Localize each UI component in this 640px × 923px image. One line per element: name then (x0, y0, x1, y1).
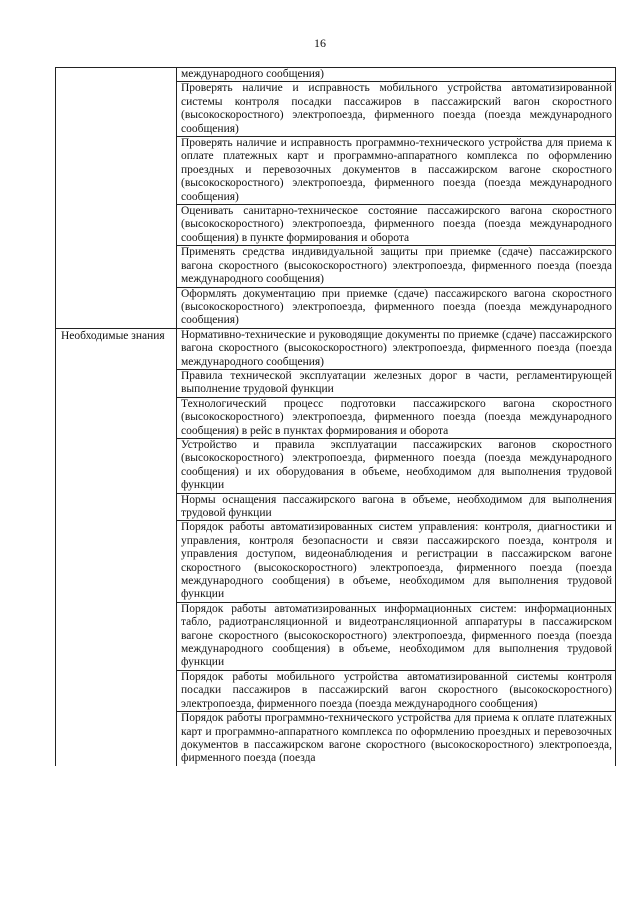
table-row (56, 328, 616, 369)
row-text: Проверять наличие и исправность мобильного устройства автоматизированной системы контроля посадки пассажиров в пассажирский вагон скоростного (высокоскоростного) электропоезда, фирменного поезда (поезда международного сообщения) (177, 82, 616, 137)
row-text: Технологический процесс подготовки пассажирского вагона скоростного (высокоскоростного) электропоезда, фирменного поезда (поезда международного сообщения) в рейс в пунктах формирования и оборота (177, 397, 616, 438)
row-text: Нормативно-технические и руководящие документы по приемке (сдаче) пассажирского вагона скоростного (высокоскоростного) электропоезда, фирменного поезда (поезда международного сообщения) (177, 328, 616, 369)
row-text: Оформлять документацию при приемке (сдаче) пассажирского вагона скоростного (высокоскоростного) электропоезда, фирменного поезда (поезда международного сообщения) (177, 287, 616, 328)
requirements-table (55, 67, 616, 766)
row-text: Правила технической эксплуатации железных дорог в части, регламентирующей выполнение трудовой функции (177, 369, 616, 397)
row-text: международного сообщения) (177, 68, 616, 82)
row-text: Порядок работы мобильного устройства автоматизированной системы контроля посадки пассажиров в пассажирский вагон скоростного (высокоскоростного) электропоезда, фирменного поезда (поезда международного сообщения) (177, 670, 616, 711)
left-cell-skills (56, 68, 177, 329)
page-number: 16 (314, 36, 326, 50)
table-row (56, 68, 616, 82)
row-text: Применять средства индивидуальной защиты при приемке (сдаче) пассажирского вагона скоростного (высокоскоростного) электропоезда, фирменного поезда (поезда международного сообщения) (177, 246, 616, 287)
row-text: Порядок работы программно-технического устройства для приема к оплате платежных карт и программно-аппаратного комплекса по оформлению проездных и перевозочных документов в пассажирском вагоне скоростного (высокоскоростного) электропоезда, фирменного поезда (поезда (177, 712, 616, 766)
row-text: Порядок работы автоматизированных систем управления: контроля, диагностики и управления, контроля безопасности и связи пассажирского поезда, контроля и управления доступом, видеонаблюдения и регистрации в пассажирском вагоне скоростного (высокоскоростного) электропоезда, фирменного поезда (поезда международного сообщения) в объеме, необходимом для выполнения трудовой функции (177, 521, 616, 602)
row-text: Нормы оснащения пассажирского вагона в объеме, необходимом для выполнения трудовой функции (177, 493, 616, 521)
row-text: Оценивать санитарно-техническое состояние пассажирского вагона скоростного (высокоскоростного) электропоезда, фирменного поезда (поезда международного сообщения) в пункте формирования и оборота (177, 205, 616, 246)
row-text: Устройство и правила эксплуатации пассажирских вагонов скоростного (высокоскоростного) электропоезда, фирменного поезда (поезда международного сообщения) и их оборудования в объеме, необходимом для выполнения трудовой функции (177, 438, 616, 493)
row-text: Порядок работы автоматизированных информационных систем: информационных табло, радиотрансляционной и видеотрансляционной аппаратуры в пассажирском вагоне скоростного (высокоскоростного) электропоезда, фирменного поезда (поезда международного сообщения) в объеме, необходимом для выполнения трудовой функции (177, 602, 616, 670)
row-heading-knowledge: Необходимые знания (56, 328, 177, 766)
row-text: Проверять наличие и исправность программно-технического устройства для приема к оплате платежных карт и программно-аппаратного комплекса по оформлению проездных и перевозочных документов в пассажирском вагоне скоростного (высокоскоростного) электропоезда, фирменного поезда (поезда международного сообщения) (177, 137, 616, 205)
